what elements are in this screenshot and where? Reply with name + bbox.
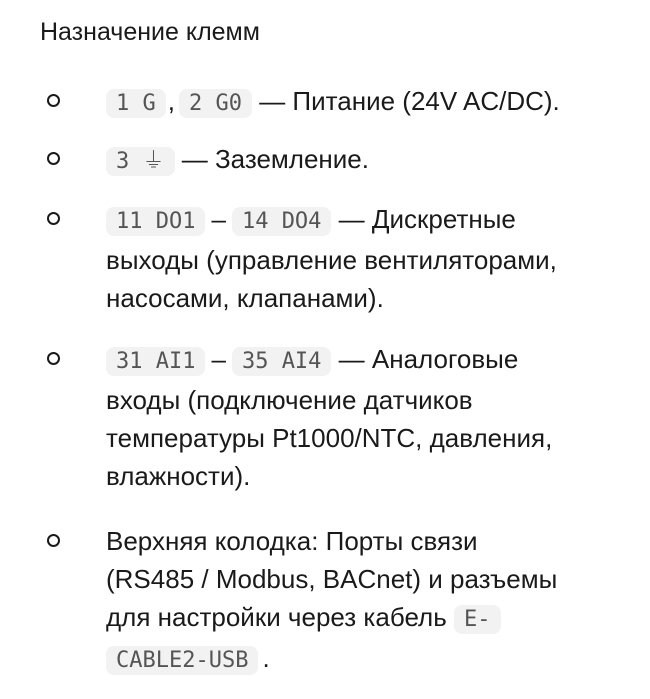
code-cable-name: E- (454, 605, 501, 634)
list-item-text (106, 340, 626, 495)
list-item-text (106, 82, 626, 123)
code-cable-name: CABLE2-USB (106, 646, 258, 675)
list-item-text (106, 140, 626, 181)
list-item-text (106, 200, 626, 317)
description: — Питание (24V AC/DC). (259, 86, 560, 116)
hollow-bullet-icon (45, 532, 61, 548)
separator: – (211, 204, 226, 234)
hollow-bullet-icon (45, 210, 61, 226)
description: — Аналоговые (338, 344, 519, 374)
hollow-bullet-icon (45, 92, 61, 108)
description-line: насосами, клапанами). (106, 283, 384, 313)
description-line: выходы (управление вентиляторами, (106, 245, 557, 275)
hollow-bullet-icon (45, 150, 61, 166)
separator: – (211, 344, 226, 374)
description-line: (RS485 / Modbus, BACnet) и разъемы (106, 564, 558, 594)
description: — Дискретные (338, 204, 516, 234)
description: — Заземление. (181, 144, 369, 174)
code-terminal: 14 DO4 (232, 207, 331, 236)
code-terminal: 11 DO1 (106, 207, 205, 236)
description-line: для настройки через кабель (106, 602, 447, 632)
description-line: температуры Pt1000/NTC, давления, (106, 423, 553, 453)
hollow-bullet-icon (45, 350, 61, 366)
list-item-text (106, 522, 626, 680)
section-heading: Назначение клемм (40, 18, 260, 46)
separator: , (167, 86, 175, 116)
code-terminal: 31 AI1 (106, 347, 205, 376)
description-line: входы (подключение датчиков (106, 385, 473, 415)
code-terminal: 35 AI4 (232, 347, 331, 376)
description-line: Верхняя колодка: Порты связи (106, 526, 478, 556)
period: . (262, 643, 270, 673)
code-terminal: 1 G (106, 89, 166, 118)
code-terminal: 3 ⏚ (106, 147, 175, 176)
code-terminal: 2 G0 (179, 89, 252, 118)
description-line: влажности). (106, 461, 251, 491)
